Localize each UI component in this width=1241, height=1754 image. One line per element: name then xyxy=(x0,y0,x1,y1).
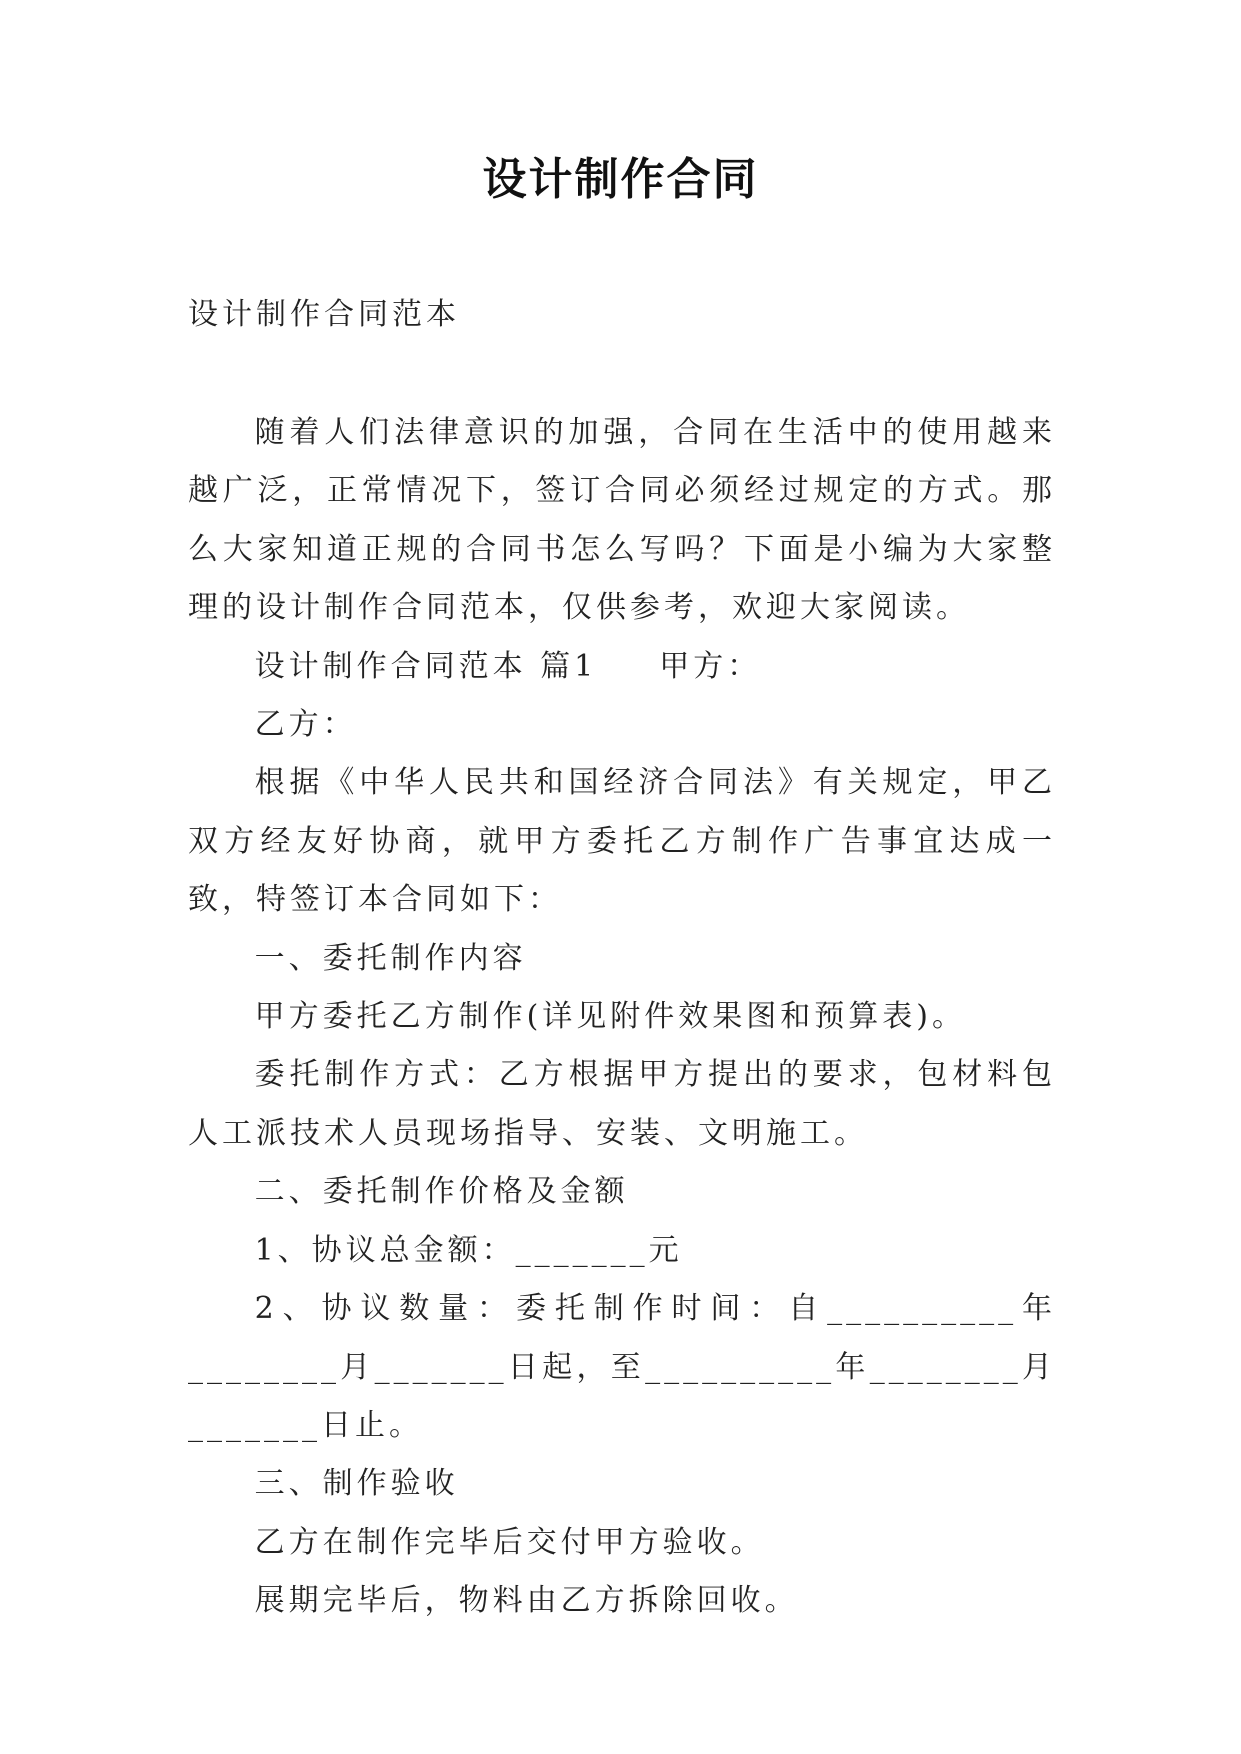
clause-text: 委托制作方式：乙方根据甲方提出的要求，包材料包人工派技术人员现场指导、安装、文明施工。 xyxy=(188,1057,1056,1151)
section-heading-line xyxy=(188,638,1056,696)
clause-heading-2: 二、委托制作价格及金额 xyxy=(254,1174,629,1210)
clause-heading-1: 一、委托制作内容 xyxy=(254,940,527,976)
clause-text: 展期完毕后，物料由乙方拆除回收。 xyxy=(254,1583,799,1619)
clause-text: 甲方委托乙方制作(详见附件效果图和预算表)。 xyxy=(254,999,967,1035)
clause-text: 乙方在制作完毕后交付甲方验收。 xyxy=(254,1524,765,1560)
document-body xyxy=(188,404,1056,1631)
party-b-label: 乙方： xyxy=(254,707,357,743)
document-subtitle: 设计制作合同范本 xyxy=(188,297,460,332)
clause-text: 2、协议数量：委托制作时间：自__________年________月_______日起，至__________年________月_______日止。 xyxy=(188,1291,1056,1443)
intro-paragraph: 随着人们法律意识的加强，合同在生活中的使用越来越广泛，正常情况下，签订合同必须经过规定的方式。那么大家知道正规的合同书怎么写吗？下面是小编为大家整理的设计制作合同范本，仅供参考，欢迎大家阅读。 xyxy=(188,415,1056,626)
clause-heading-3: 三、制作验收 xyxy=(254,1466,459,1502)
document-title: 设计制作合同 xyxy=(482,154,759,205)
preamble-paragraph: 根据《中华人民共和国经济合同法》有关规定，甲乙双方经友好协商，就甲方委托乙方制作广告事宜达成一致，特签订本合同如下： xyxy=(188,765,1056,918)
clause-text: 1、协议总金额：_______元 xyxy=(254,1232,683,1268)
section-heading: 设计制作合同范本 篇1 xyxy=(254,648,598,684)
party-a-label: 甲方： xyxy=(659,648,762,684)
